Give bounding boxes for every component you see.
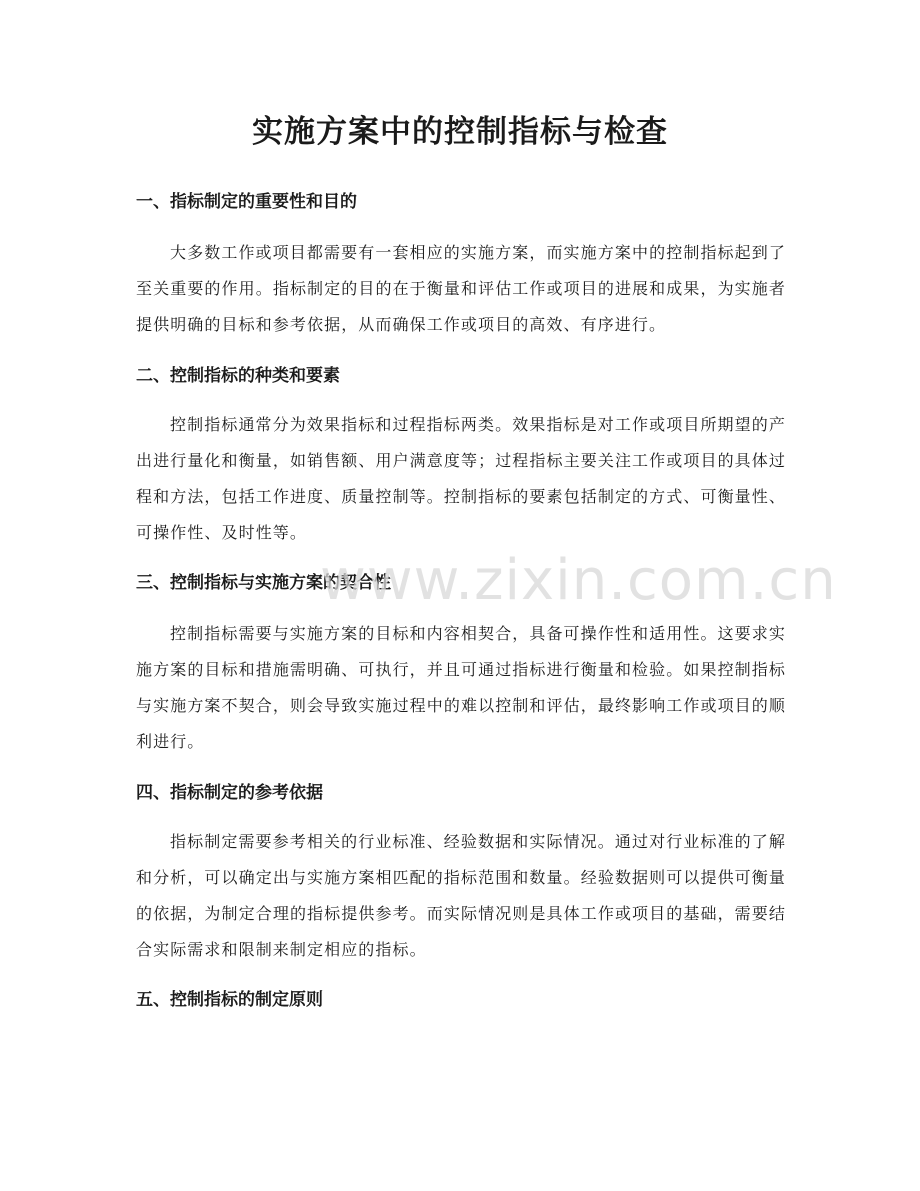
section-3-body: 控制指标需要与实施方案的目标和内容相契合，具备可操作性和适用性。这要求实施方案的目标和措施需明确、可执行，并且可通过指标进行衡量和检验。如果控制指标与实施方案不契合，则会导致实施过程中的难以控制和评估，最终影响工作或项目的顺利进行。 <box>136 624 786 751</box>
section-4-body: 指标制定需要参考相关的行业标准、经验数据和实际情况。通过对行业标准的了解和分析，可以确定出与实施方案相匹配的指标范围和数量。经验数据则可以提供可衡量的依据，为制定合理的指标提供参考。而实际情况则是具体工作或项目的基础，需要结合实际需求和限制来制定相应的指标。 <box>136 832 786 959</box>
section-1-heading: 一、指标制定的重要性和目的 <box>136 192 357 212</box>
section-2-heading: 二、控制指标的种类和要素 <box>136 366 340 386</box>
section-4-heading: 四、指标制定的参考依据 <box>136 783 323 803</box>
section-1-body: 大多数工作或项目都需要有一套相应的实施方案，而实施方案中的控制指标起到了至关重要的作用。指标制定的目的在于衡量和评估工作或项目的进展和成果，为实施者提供明确的目标和参考依据，从而确保工作或项目的高效、有序进行。 <box>136 243 786 334</box>
section-5-heading: 五、控制指标的制定原则 <box>136 990 323 1010</box>
section-3-heading: 三、控制指标与实施方案的契合性 <box>136 573 391 593</box>
page-title: 实施方案中的控制指标与检查 <box>252 114 668 150</box>
watermark-text: www.zixin.com.cn <box>320 548 837 613</box>
section-2-body: 控制指标通常分为效果指标和过程指标两类。效果指标是对工作或项目所期望的产出进行量化和衡量，如销售额、用户满意度等；过程指标主要关注工作或项目的具体过程和方法，包括工作进度、质量控制等。控制指标的要素包括制定的方式、可衡量性、可操作性、及时性等。 <box>136 415 786 542</box>
